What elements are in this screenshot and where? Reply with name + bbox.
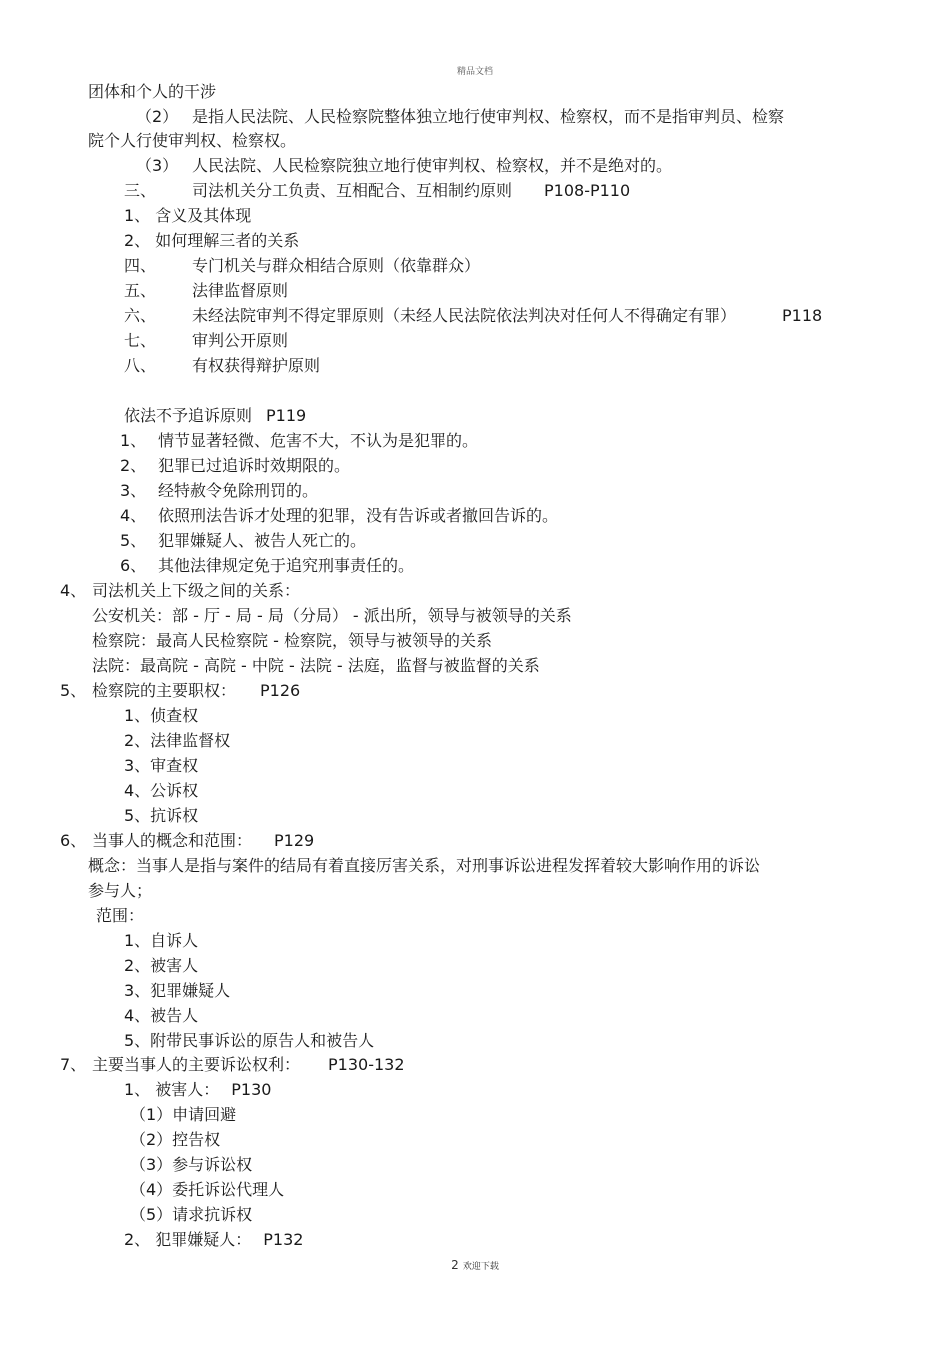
page-number: 2	[451, 1258, 459, 1272]
text-line: 范围：	[96, 906, 145, 925]
list-item: 1、 被害人： P130	[124, 1080, 272, 1099]
page-header: 精品文档	[456, 67, 493, 77]
list-item: 1、自诉人	[124, 931, 199, 950]
text-line: 3、 经特赦令免除刑罚的。	[120, 481, 319, 500]
text-line: 院个人行使审判权、检察权。	[88, 131, 297, 150]
text-line: 三、 司法机关分工负责、互相配合、互相制约原则 P108-P110	[124, 181, 631, 200]
text-line: 2、 犯罪已过追诉时效期限的。	[120, 456, 351, 475]
list-item: （3）参与诉讼权	[130, 1155, 253, 1174]
footer-text: 欢迎下载	[462, 1262, 499, 1272]
text-line: 6、 其他法律规定免于追究刑事责任的。	[120, 556, 415, 575]
text-line: 参与人；	[88, 881, 153, 900]
page-footer	[0, 1258, 950, 1272]
section-heading: 5、 检察院的主要职权： P126	[60, 681, 301, 700]
text-line: 1、 情节显著轻微、危害不大，不认为是犯罪的。	[120, 431, 479, 450]
text-line: 5、 犯罪嫌疑人、被告人死亡的。	[120, 531, 367, 550]
list-item: （5）请求抗诉权	[130, 1205, 253, 1224]
text-line: 概念：当事人是指与案件的结局有着直接厉害关系，对刑事诉讼进程发挥着较大影响作用的诉讼	[88, 856, 761, 875]
section-heading: 4、 司法机关上下级之间的关系：	[60, 581, 301, 600]
list-item: 2、法律监督权	[124, 731, 231, 750]
text-line: 4、 依照刑法告诉才处理的犯罪，没有告诉或者撤回告诉的。	[120, 506, 559, 525]
section-heading: 6、 当事人的概念和范围： P129	[60, 831, 315, 850]
text-line: （2） 是指人民法院、人民检察院整体独立地行使审判权、检察权，而不是指审判员、检察	[136, 107, 785, 126]
list-item: 3、审查权	[124, 756, 199, 775]
list-item: 4、公诉权	[124, 781, 199, 800]
list-item: （1）申请回避	[130, 1105, 237, 1124]
list-item: 5、附带民事诉讼的原告人和被告人	[124, 1031, 375, 1050]
text-line: 1、 含义及其体现	[124, 206, 252, 225]
text-line: 2、 如何理解三者的关系	[124, 231, 300, 250]
list-item: （4）委托诉讼代理人	[130, 1180, 285, 1199]
text-line: 五、 法律监督原则	[124, 281, 289, 300]
text-line: 七、 审判公开原则	[124, 331, 289, 350]
text-line: 依法不予追诉原则 P119	[124, 406, 307, 425]
list-item: 2、被害人	[124, 956, 199, 975]
section-heading: 7、 主要当事人的主要诉讼权利： P130-132	[60, 1055, 405, 1074]
list-item: 3、犯罪嫌疑人	[124, 981, 231, 1000]
list-item: （2）控告权	[130, 1130, 221, 1149]
text-line: 四、 专门机关与群众相结合原则（依靠群众）	[124, 256, 481, 275]
text-line: 八、 有权获得辩护原则	[124, 356, 321, 375]
text-line: 法院：最高院 - 高院 - 中院 - 法院 - 法庭，监督与被监督的关系	[92, 656, 540, 675]
list-item: 5、抗诉权	[124, 806, 199, 825]
list-item: 2、 犯罪嫌疑人： P132	[124, 1230, 304, 1249]
text-line: 团体和个人的干涉	[88, 82, 217, 101]
list-item: 4、被告人	[124, 1006, 199, 1025]
text-line: 检察院：最高人民检察院 - 检察院，领导与被领导的关系	[92, 631, 492, 650]
text-line: 六、 未经法院审判不得定罪原则（未经人民法院依法判决对任何人不得确定有罪） P118	[124, 306, 823, 325]
text-line: 公安机关：部 - 厅 - 局 - 局（分局） - 派出所，领导与被领导的关系	[92, 606, 572, 625]
text-line: （3） 人民法院、人民检察院独立地行使审判权、检察权，并不是绝对的。	[136, 156, 673, 175]
list-item: 1、侦查权	[124, 706, 199, 725]
